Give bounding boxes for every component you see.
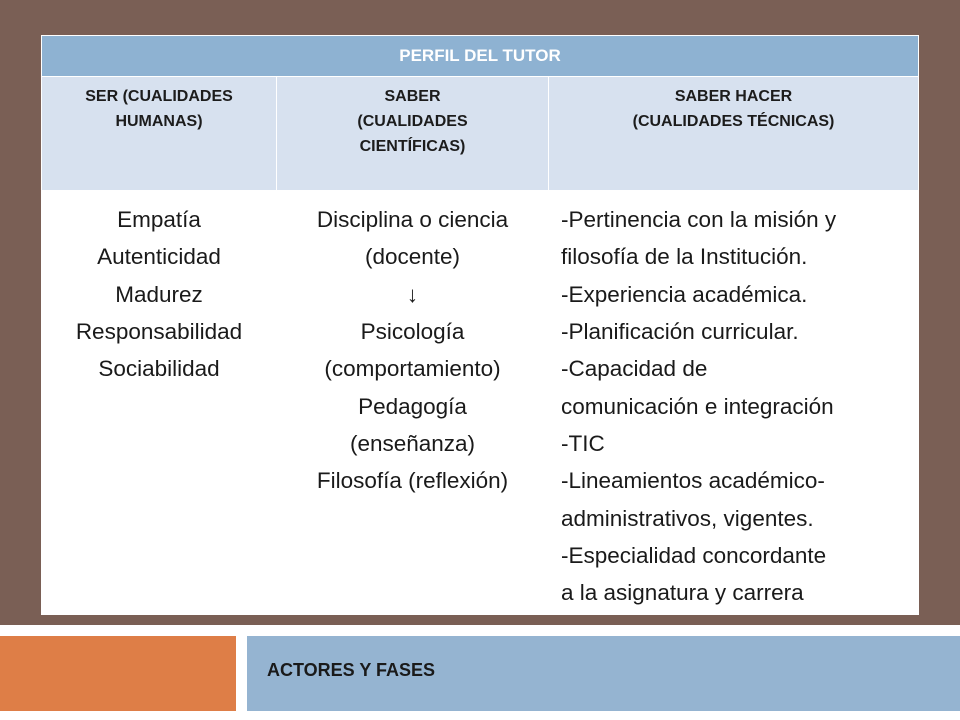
cell-line: -Capacidad de: [561, 356, 708, 382]
cell-line: Madurez: [115, 281, 203, 307]
cell-line: comunicación e integración: [561, 393, 834, 419]
cell-saber-hacer: [549, 191, 919, 615]
header-line: CIENTÍFICAS): [359, 137, 466, 155]
cell-line: Empatía: [117, 207, 201, 232]
cell-line: Filosofía (reflexión): [316, 468, 509, 494]
cell-saber: [277, 191, 549, 615]
header-line: (CUALIDADES TÉCNICAS): [632, 112, 835, 130]
cell-line: Responsabilidad: [75, 319, 243, 345]
header-line: SABER: [384, 88, 441, 105]
cell-line: -Experiencia académica.: [561, 281, 808, 307]
footer-title-bar: [247, 636, 960, 711]
cell-line: (docente): [364, 244, 461, 270]
header-line: (CUALIDADES: [357, 112, 468, 130]
cell-line: Autenticidad: [97, 244, 221, 270]
cell-line: -Lineamientos académico-: [561, 468, 825, 494]
cell-line: Pedagogía: [358, 393, 467, 419]
cell-line: (comportamiento): [324, 356, 501, 382]
cell-line: a la asignatura y carrera: [561, 580, 804, 606]
cell-line: -Pertinencia con la misión y: [561, 207, 837, 232]
footer-accent-block: [0, 636, 236, 711]
header-line: SER (CUALIDADES: [85, 88, 233, 105]
cell-line: Psicología: [360, 319, 465, 345]
down-arrow-icon: ↓: [406, 281, 419, 307]
cell-line: administrativos, vigentes.: [561, 505, 814, 531]
cell-line: Disciplina o ciencia: [316, 207, 509, 232]
header-line: HUMANAS): [115, 112, 203, 130]
footer-title: ACTORES Y FASES: [267, 660, 436, 680]
table-title: PERFIL DEL TUTOR: [42, 36, 919, 77]
cell-line: -Planificación curricular.: [561, 319, 799, 345]
cell-line: filosofía de la Institución.: [561, 244, 808, 270]
column-header-saber: [277, 77, 549, 191]
cell-ser: [42, 191, 277, 615]
cell-line: -Especialidad concordante: [561, 543, 827, 569]
column-header-ser: [42, 77, 277, 191]
header-line: SABER HACER: [674, 88, 793, 105]
cell-line: Sociabilidad: [98, 356, 220, 382]
profile-table: [41, 35, 919, 615]
tutor-profile-table: [41, 35, 918, 615]
column-headers-row: [42, 77, 919, 191]
cell-line: (enseñanza): [349, 431, 476, 457]
column-header-saber-hacer: [549, 77, 919, 191]
cell-line: -TIC: [561, 431, 605, 457]
table-body-row: [42, 191, 919, 615]
table-title-row: [42, 36, 919, 77]
